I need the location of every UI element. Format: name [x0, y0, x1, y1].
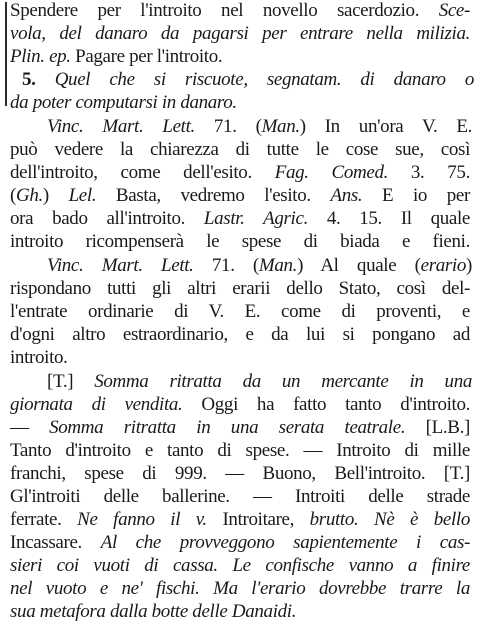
- text-run: l'entrate ordinarie di V. E. come di proventi, e: [10, 301, 470, 322]
- text-run: nel vuoto e ne' fischi. Ma l'erario dovrebbe trarre la: [10, 578, 470, 599]
- text-run: introito.: [10, 347, 68, 368]
- text-run: introito ricompenserà le spese di biada e fieni.: [10, 231, 470, 252]
- text-run: da poter computarsi in danaro.: [10, 92, 237, 113]
- text-run: Man.: [258, 255, 298, 276]
- text-line: [10, 91, 237, 114]
- text-line: [47, 370, 472, 393]
- text-line: [10, 184, 470, 207]
- text-line: [10, 138, 470, 161]
- text-run: Vinc. Mart. Lett.: [47, 255, 194, 276]
- text-run: Spendere per l'introito nel novello sacerdozio.: [10, 0, 439, 21]
- text-run: Gh.: [15, 185, 43, 206]
- text-run: Oggi ha fatto tanto d'introito.: [182, 394, 470, 415]
- text-run: 3. 75.: [388, 162, 470, 183]
- text-run: ) In un'ora V. E.: [299, 116, 472, 137]
- text-line: [10, 439, 470, 462]
- text-line: [10, 416, 470, 439]
- text-run: Fag. Comed.: [274, 162, 389, 183]
- text-line: [10, 393, 470, 416]
- text-run: Pagare per l'introito.: [70, 46, 223, 67]
- text-line: [10, 45, 222, 68]
- text-run: Basta, vedremo l'esito.: [96, 185, 331, 206]
- text-run: 5.: [22, 69, 55, 90]
- margin-rule: [5, 2, 7, 106]
- text-run: d'ogni altro estraordinario, e da lui si pongano ad: [10, 324, 470, 345]
- text-run: Quel che si riscuote, segnatam. di danaro o: [54, 69, 474, 90]
- text-line: [10, 531, 470, 554]
- text-line: [10, 346, 68, 369]
- text-run: Vinc. Mart. Lett.: [47, 116, 195, 137]
- text-run: ): [466, 255, 472, 276]
- text-run: —: [10, 417, 50, 438]
- text-run: Al che provveggono sapientemente i cas-: [100, 532, 470, 553]
- text-run: rispondano tutti gli altri erarii dello Stato, così del-: [10, 278, 470, 299]
- text-run: dell'introito, come dell'esito.: [10, 162, 275, 183]
- text-run: Ne fanno il v.: [77, 509, 207, 530]
- text-line: [10, 230, 470, 253]
- text-line: [10, 277, 470, 300]
- text-run: sua metafora dalla botte delle Danaidi.: [10, 601, 297, 622]
- text-line: [10, 207, 470, 230]
- text-run: E io per: [362, 185, 470, 206]
- text-run: Introitare,: [206, 509, 310, 530]
- text-line: [10, 0, 470, 22]
- text-line: [10, 323, 470, 346]
- text-run: Ans.: [330, 185, 363, 206]
- text-line: [10, 508, 470, 531]
- text-run: Somma ritratta in una serata teatrale.: [49, 417, 406, 438]
- text-run: Plin. ep.: [10, 46, 71, 67]
- text-run: Lel.: [68, 185, 97, 206]
- text-run: Sce-: [438, 0, 470, 21]
- text-run: Lastr. Agric.: [203, 208, 308, 229]
- text-run: [L.B.]: [405, 417, 470, 438]
- text-run: Man.: [261, 116, 300, 137]
- text-line: [47, 254, 472, 277]
- text-line: [22, 68, 474, 91]
- text-run: può vedere la chiarezza di tutte le cose sue, così: [10, 139, 470, 160]
- text-run: Somma ritratta da un mercante in una: [94, 371, 472, 392]
- text-line: [10, 485, 470, 508]
- text-run: giornata di vendita.: [10, 394, 183, 415]
- text-run: 71. (: [194, 116, 262, 137]
- text-line: [10, 577, 470, 600]
- text-line: [10, 22, 470, 45]
- text-run: vola, del danaro da pagarsi per entrare nella milizia.: [10, 23, 470, 44]
- text-line: [10, 554, 470, 577]
- text-line: [47, 115, 472, 138]
- text-run: Incassare.: [10, 532, 101, 553]
- text-run: ferrate.: [10, 509, 78, 530]
- text-line: [10, 600, 296, 623]
- text-line: [10, 300, 470, 323]
- text-line: [10, 462, 470, 485]
- text-run: ): [42, 185, 69, 206]
- text-run: 4. 15. Il quale: [307, 208, 470, 229]
- text-run: Gl'introiti delle ballerine. — Introiti delle strade: [10, 486, 470, 507]
- text-run: (: [10, 185, 16, 206]
- text-run: erario: [420, 255, 467, 276]
- text-run: Tanto d'introito e tanto di spese. — Introito di mille: [10, 440, 470, 461]
- text-run: brutto. Nè è bello: [309, 509, 470, 530]
- text-run: ) Al quale (: [297, 255, 421, 276]
- text-run: sieri coi vuoti di cassa. Le confische vanno a finire: [10, 555, 470, 576]
- text-run: franchi, spese di 999. — Buono, Bell'introito. [T.]: [10, 463, 470, 484]
- text-run: ora bado all'introito.: [10, 208, 204, 229]
- text-run: [T.]: [47, 371, 95, 392]
- text-run: 71. (: [193, 255, 259, 276]
- text-line: [10, 161, 470, 184]
